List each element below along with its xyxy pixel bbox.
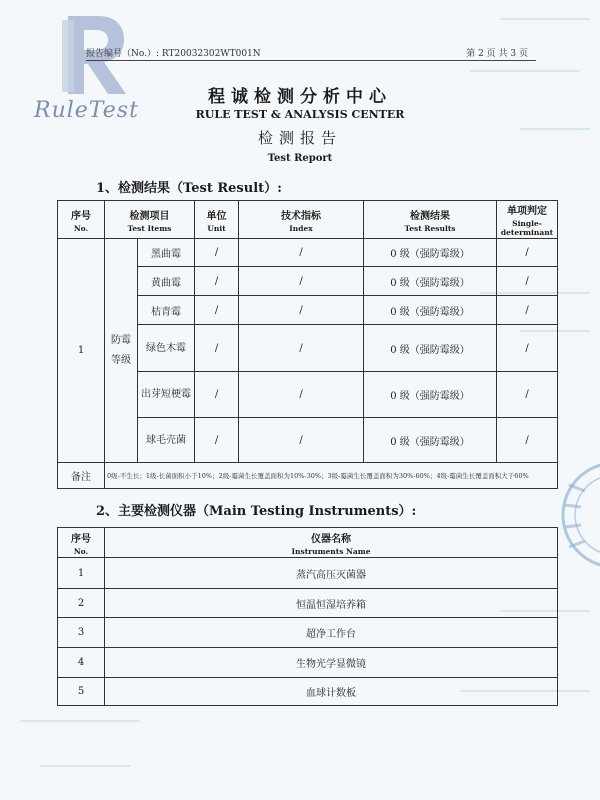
index-cell: / [239,418,364,463]
table-row [58,678,558,706]
table-header-row [58,201,558,239]
item-name: 桔青霉 [138,296,195,325]
logo-text: RuleTest [34,98,139,123]
table-header-row [58,528,558,558]
official-stamp-seal [555,455,600,575]
table-row [58,648,558,678]
item-name: 黑曲霉 [138,239,195,267]
instrument-no: 3 [58,618,105,648]
result-cell: 0 级（强防霉级） [364,372,497,418]
report-title-cn: 检测报告 [257,129,342,147]
table-row [58,618,558,648]
result-cell: 0 级（强防霉级） [364,418,497,463]
section-instruments-title: 2、主要检测仪器（Main Testing Instruments）: [96,504,417,519]
unit-cell: / [195,325,239,372]
unit-cell: / [195,239,239,267]
report-title-en: Test Report [267,153,333,164]
item-name: 绿色木霉 [138,325,195,372]
instrument-no: 1 [58,558,105,589]
group-label: 防霉等级 [105,239,138,463]
result-cell: 0 级（强防霉级） [364,239,497,267]
item-name: 黄曲霉 [138,267,195,296]
determinant-cell: / [497,239,558,267]
unit-cell: / [195,267,239,296]
instrument-no: 5 [58,678,105,706]
header-single-determinant: 单项判定 Single-determinant [497,201,558,239]
unit-cell: / [195,418,239,463]
header-test-items: 检测项目 Test Items [105,201,195,239]
determinant-cell: / [497,372,558,418]
instruments-table [57,527,558,706]
instrument-no: 2 [58,589,105,618]
header-test-results: 检测结果 Test Results [364,201,497,239]
instrument-name: 超净工作台 [105,618,558,648]
item-name: 出芽短梗霉 [138,372,195,418]
center-title-en: RULE TEST & ANALYSIS CENTER [195,108,405,121]
instrument-name: 恒温恒湿培养箱 [105,589,558,618]
unit-cell: / [195,372,239,418]
table-row [58,589,558,618]
test-result-table [57,200,558,489]
header-divider [86,60,536,61]
result-cell: 0 级（强防霉级） [364,296,497,325]
index-cell: / [239,372,364,418]
row-number: 1 [58,239,105,463]
index-cell: / [239,325,364,372]
instrument-name: 蒸汽高压灭菌器 [105,558,558,589]
index-cell: / [239,296,364,325]
header-instrument-name: 仪器名称 Instruments Name [105,528,558,558]
center-title-cn: 程诚检测分析中心 [208,87,392,107]
report-number-label: 报告编号（No.）: [86,49,160,59]
determinant-cell: / [497,418,558,463]
instrument-no: 4 [58,648,105,678]
index-cell: / [239,267,364,296]
note-label: 备注 [58,463,105,489]
item-name: 球毛壳菌 [138,418,195,463]
note-text: 0级-不生长；1级-长菌面积小于10%；2级-霉菌生长覆盖面积为10%-30%；3级-霉菌生长覆盖面积为30%-60%；4级-霉菌生长覆盖面积大于60% [105,463,558,489]
result-cell: 0 级（强防霉级） [364,267,497,296]
unit-cell: / [195,296,239,325]
instrument-name: 血球计数板 [105,678,558,706]
determinant-cell: / [497,325,558,372]
determinant-cell: / [497,267,558,296]
note-row [58,463,558,489]
header-no: 序号 No. [58,201,105,239]
report-number-value: RT20032302WT001N [161,49,261,59]
header-index: 技术指标 Index [239,201,364,239]
page-info: 第 2 页 共 3 页 [466,49,528,59]
header-unit: 单位 Unit [195,201,239,239]
table-row [58,239,558,267]
table-row [58,558,558,589]
header-no: 序号 No. [58,528,105,558]
section-test-result-title: 1、检测结果（Test Result）: [96,181,282,196]
instrument-name: 生物光学显微镜 [105,648,558,678]
result-cell: 0 级（强防霉级） [364,325,497,372]
determinant-cell: / [497,296,558,325]
report-number [86,46,261,59]
index-cell: / [239,239,364,267]
